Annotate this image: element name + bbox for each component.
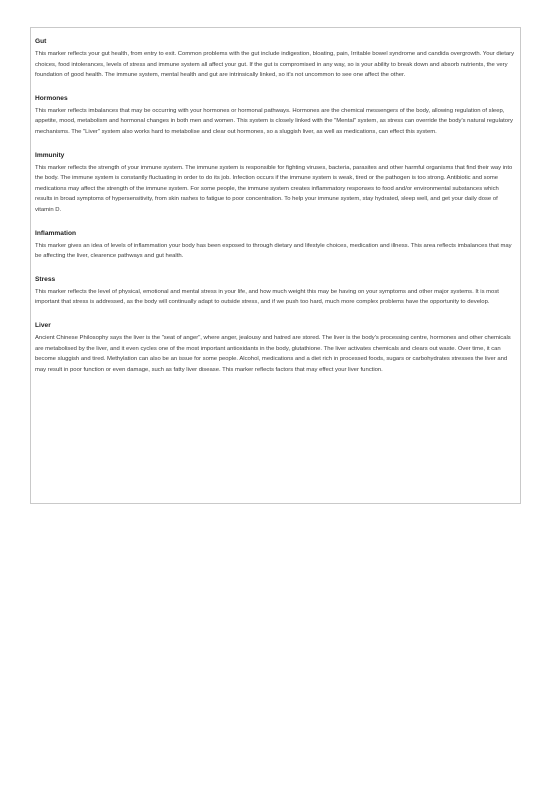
section-heading: Inflammation	[35, 229, 77, 237]
section-heading: Immunity	[35, 151, 65, 159]
section-body: This marker reflects the level of physical, emotional and mental stress in your life, and how much weight this may be having on your symptoms and other major systems. It is most important that stress is addressed, as the body will continually adapt to outside stress, and if we push too hard, much more complex problems have the opportunity to develop.	[35, 288, 499, 306]
section-liver	[35, 321, 516, 375]
section-heading: Hormones	[35, 94, 68, 102]
section-body: This marker reflects your gut health, from entry to exit. Common problems with the gut include indigestion, bloating, pain, Irritable bowel syndrome and candida overgrowth. Your dietary choices, food intolerances, levels of stress and immune system all affect your gut. If the gut is compromised in any way, so is your ability to break down and absorb nutrients, the very foundation of good health. The immune system, mental health and gut are intrinsically linked, so it's not uncommon to see one affect the other.	[35, 51, 515, 79]
markers-panel	[30, 27, 521, 504]
section-body: This marker gives an idea of levels of inflammation your body has been exposed to through dietary and lifestyle choices, medication and illness. This area reflects imbalances that may be affecting the liver, clearence pathways and gut health.	[35, 242, 512, 260]
section-heading: Gut	[35, 38, 47, 45]
section-body: This marker reflects the strength of your immune system. The immune system is responsible for fighting viruses, bacteria, parasites and other harmful organisms that find their way into the body. The immune system is constantly fluctuating in order to do its job. Infection occurs if the immune system is weak, tired or the pathogen is too strong. Antibiotic and some medications may affect the strength of the immune system. For some people, the immune system creates inflammatory responses to food and/or environmental substances which results in broad symptoms of hypersensitivity, from skin rashes to fatigue to poor concentration. To help your immune system, stay hydrated, sleep well, and get your daily dose of vitamin D.	[35, 164, 513, 213]
section-inflammation	[35, 229, 516, 262]
section-heading: Liver	[35, 321, 51, 329]
section-body: This marker reflects imbalances that may be occurring with your hormones or hormonal pathways. Hormones are the chemical messengers of the body, allowing regulation of sleep, appetite, mood, metabolism and hormonal changes in both men and women. This system is closely linked with the "Mental" system, as stress can override the body's natural regulatory mechanisms. The "Liver" system also works hard to metabolise and clear out hormones, so a sluggish liver, as well as medications, can effect this system.	[35, 107, 513, 135]
section-immunity	[35, 151, 516, 216]
section-hormones	[35, 94, 516, 138]
section-gut	[35, 37, 516, 81]
section-body: Ancient Chinese Philosophy says the liver is the "seat of anger", where anger, jealousy and hatred are stored. The liver is the body's processing centre, hormones and other chemicals are metabolised by the liver, and it even cycles one of the most important antioxidants in the body, glutathione. The liver activates chemicals and clears out waste. Over time, it can become sluggish and tired. Methylation can also be an issue for some people. Alcohol, medications and a diet rich in processed foods, sugars or carbohydrates stresses the liver and may result in poor function or even damage, such as fatty liver disease. This marker reflects factors that may effect your liver function.	[35, 334, 511, 373]
section-heading: Stress	[35, 275, 56, 283]
section-stress	[35, 275, 516, 308]
